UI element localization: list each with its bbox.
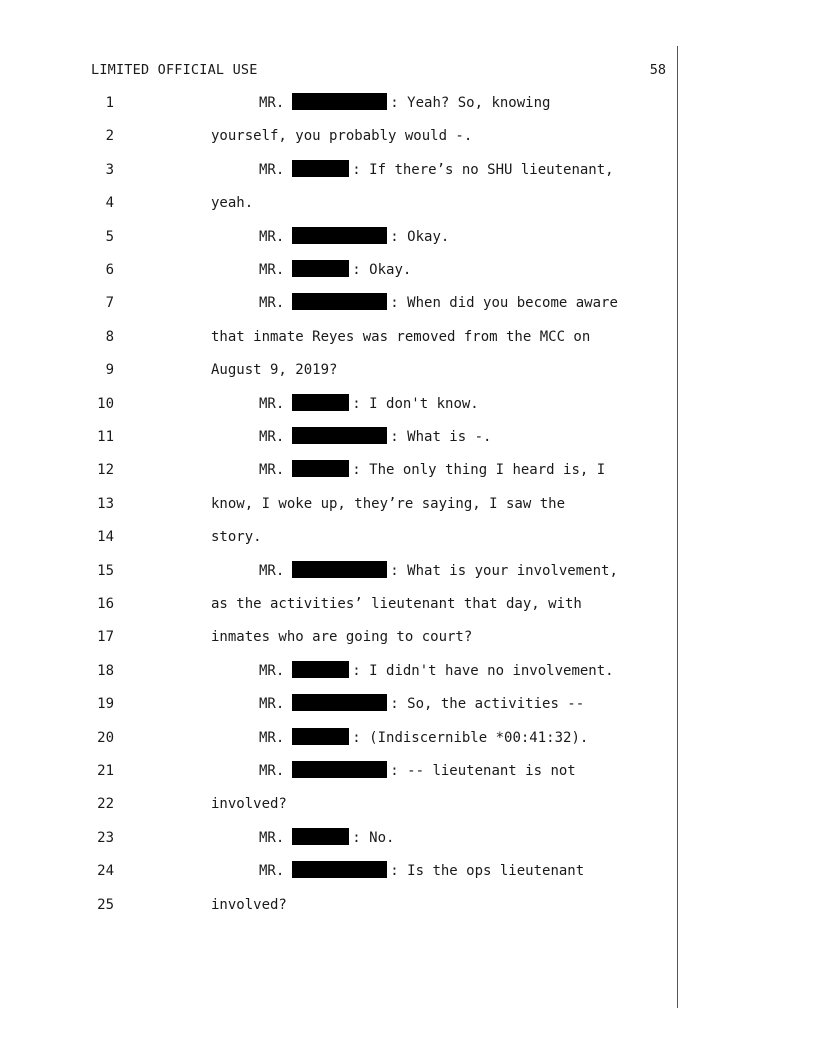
speaker-honorific: MR. bbox=[259, 161, 285, 178]
redaction-box bbox=[292, 828, 349, 845]
speaker-honorific: MR. bbox=[259, 295, 285, 312]
speaker-turn bbox=[259, 661, 614, 681]
redaction-box bbox=[292, 728, 349, 745]
speaker-turn bbox=[259, 394, 479, 414]
line-number: 6 bbox=[105, 262, 114, 278]
transcript-line bbox=[0, 661, 816, 681]
line-number: 1 bbox=[105, 95, 114, 111]
speech-text: : The only thing I heard is, I bbox=[352, 462, 606, 479]
speaker-turn bbox=[259, 93, 550, 113]
speaker-honorific: MR. bbox=[259, 763, 285, 779]
transcript-line bbox=[0, 460, 816, 480]
speaker-honorific: MR. bbox=[259, 462, 285, 479]
speaker-turn bbox=[259, 861, 584, 881]
speaker-turn bbox=[259, 761, 576, 781]
continuation-text: involved? bbox=[211, 796, 287, 813]
transcript-line bbox=[0, 360, 816, 380]
speaker-honorific: MR. bbox=[259, 662, 285, 679]
redaction-box bbox=[292, 293, 387, 310]
line-number: 22 bbox=[97, 796, 114, 813]
line-number: 8 bbox=[105, 328, 114, 345]
redaction-box bbox=[292, 394, 349, 411]
transcript-line bbox=[0, 227, 816, 247]
transcript-line bbox=[0, 594, 816, 614]
speech-text: : No. bbox=[352, 829, 395, 846]
line-number: 11 bbox=[97, 429, 114, 445]
transcript-line bbox=[0, 895, 816, 915]
continuation-text: involved? bbox=[211, 896, 287, 913]
speaker-honorific: MR. bbox=[259, 395, 285, 412]
classification-header: LIMITED OFFICIAL USE bbox=[91, 62, 258, 78]
line-number: 2 bbox=[105, 128, 114, 145]
speech-text: : Okay. bbox=[390, 228, 450, 245]
speaker-turn bbox=[259, 293, 618, 313]
transcript-line bbox=[0, 828, 816, 848]
line-number: 19 bbox=[97, 696, 114, 713]
continuation-text: yeah. bbox=[211, 195, 254, 212]
transcript-line bbox=[0, 561, 816, 581]
continuation-text: as the activities’ lieutenant that day, with bbox=[211, 596, 582, 612]
redaction-box bbox=[292, 460, 349, 477]
speaker-turn bbox=[259, 828, 394, 848]
speech-text: : If there’s no SHU lieutenant, bbox=[352, 161, 614, 178]
continuation-text: story. bbox=[211, 529, 262, 546]
page-number: 58 bbox=[649, 62, 666, 78]
speaker-honorific: MR. bbox=[259, 863, 285, 880]
speaker-turn bbox=[259, 160, 614, 180]
line-number: 4 bbox=[105, 195, 114, 212]
transcript-line bbox=[0, 394, 816, 414]
redaction-box bbox=[292, 561, 387, 578]
redaction-box bbox=[292, 427, 387, 444]
line-number: 17 bbox=[97, 629, 114, 646]
redaction-box bbox=[292, 160, 349, 177]
speech-text: : Okay. bbox=[352, 262, 412, 278]
transcript-line bbox=[0, 126, 816, 146]
line-number: 7 bbox=[105, 295, 114, 312]
transcript-line bbox=[0, 193, 816, 213]
line-number: 15 bbox=[97, 562, 114, 579]
speaker-turn bbox=[259, 561, 618, 581]
redaction-box bbox=[292, 761, 387, 778]
transcript-line bbox=[0, 494, 816, 514]
transcript-line bbox=[0, 694, 816, 714]
speaker-turn bbox=[259, 227, 449, 247]
speaker-honorific: MR. bbox=[259, 829, 285, 846]
speaker-turn bbox=[259, 694, 584, 714]
continuation-text: that inmate Reyes was removed from the MCC on bbox=[211, 328, 591, 345]
transcript-line bbox=[0, 728, 816, 748]
redaction-box bbox=[292, 861, 387, 878]
speech-text: : (Indiscernible *00:41:32). bbox=[352, 729, 589, 746]
continuation-text: know, I woke up, they’re saying, I saw the bbox=[211, 495, 566, 512]
transcript-line bbox=[0, 327, 816, 347]
continuation-text: August 9, 2019? bbox=[211, 362, 338, 379]
line-number: 3 bbox=[105, 161, 114, 178]
speech-text: : Yeah? So, knowing bbox=[390, 95, 551, 111]
transcript-line bbox=[0, 527, 816, 547]
speech-text: : Is the ops lieutenant bbox=[390, 863, 585, 880]
line-number: 14 bbox=[97, 529, 114, 546]
speaker-turn bbox=[259, 427, 491, 447]
line-number: 9 bbox=[105, 362, 114, 379]
speech-text: : I didn't have no involvement. bbox=[352, 662, 614, 679]
transcript-line bbox=[0, 160, 816, 180]
speech-text: : When did you become aware bbox=[390, 295, 618, 312]
line-number: 12 bbox=[97, 462, 114, 479]
line-number: 18 bbox=[97, 662, 114, 679]
speaker-honorific: MR. bbox=[259, 429, 285, 445]
redaction-box bbox=[292, 227, 387, 244]
speech-text: : What is your involvement, bbox=[390, 562, 618, 579]
transcript-line bbox=[0, 93, 816, 113]
transcript-line bbox=[0, 627, 816, 647]
speaker-honorific: MR. bbox=[259, 228, 285, 245]
line-number: 5 bbox=[105, 228, 114, 245]
line-number: 10 bbox=[97, 395, 114, 412]
line-number: 23 bbox=[97, 829, 114, 846]
transcript-line bbox=[0, 761, 816, 781]
speaker-turn bbox=[259, 728, 588, 748]
continuation-text: inmates who are going to court? bbox=[211, 629, 473, 646]
line-number: 25 bbox=[97, 896, 114, 913]
speaker-honorific: MR. bbox=[259, 95, 285, 111]
redaction-box bbox=[292, 694, 387, 711]
speaker-honorific: MR. bbox=[259, 562, 285, 579]
transcript-line bbox=[0, 794, 816, 814]
transcript-line bbox=[0, 427, 816, 447]
redaction-box bbox=[292, 260, 349, 277]
line-number: 13 bbox=[97, 495, 114, 512]
speech-text: : What is -. bbox=[390, 429, 492, 445]
redaction-box bbox=[292, 661, 349, 678]
speaker-turn bbox=[259, 260, 411, 280]
transcript-line bbox=[0, 293, 816, 313]
speech-text: : -- lieutenant is not bbox=[390, 763, 576, 779]
speaker-honorific: MR. bbox=[259, 262, 285, 278]
speaker-turn bbox=[259, 460, 605, 480]
speaker-honorific: MR. bbox=[259, 696, 285, 713]
speech-text: : I don't know. bbox=[352, 395, 479, 412]
redaction-box bbox=[292, 93, 387, 110]
line-number: 16 bbox=[97, 596, 114, 612]
line-number: 24 bbox=[97, 863, 114, 880]
transcript-line bbox=[0, 861, 816, 881]
line-number: 21 bbox=[97, 763, 114, 779]
line-number: 20 bbox=[97, 729, 114, 746]
transcript-line bbox=[0, 260, 816, 280]
continuation-text: yourself, you probably would -. bbox=[211, 128, 473, 145]
speaker-honorific: MR. bbox=[259, 729, 285, 746]
speech-text: : So, the activities -- bbox=[390, 696, 585, 713]
